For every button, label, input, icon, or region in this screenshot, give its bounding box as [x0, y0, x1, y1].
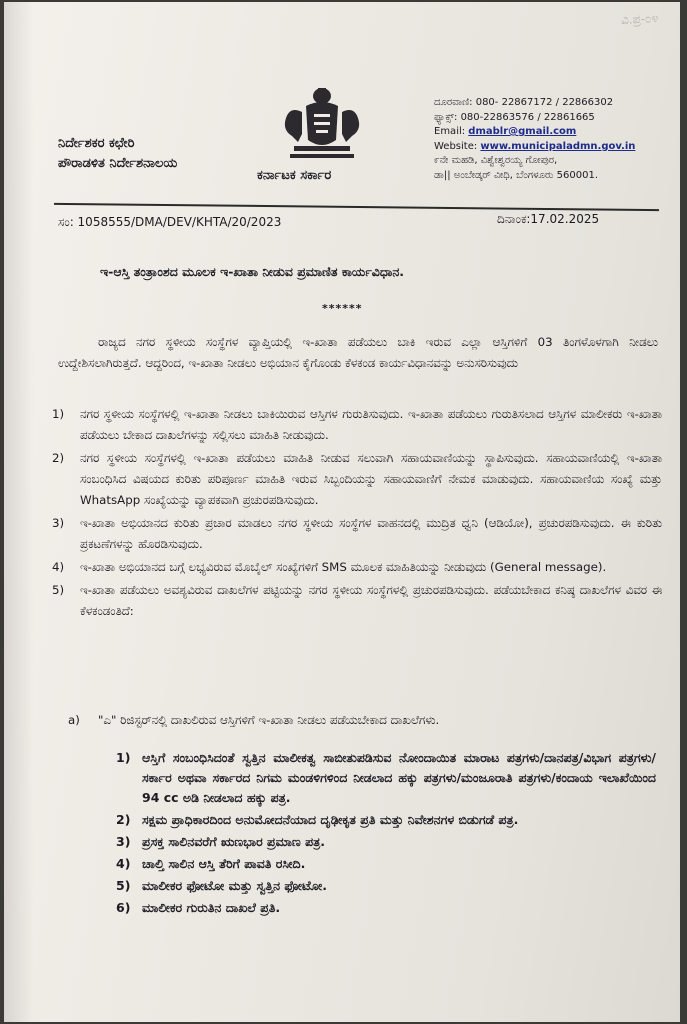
item-number: 1) — [52, 407, 65, 421]
website-line — [434, 140, 635, 155]
doc-number: 5) — [116, 878, 131, 893]
doc-text: ಪ್ರಸಕ್ತ ಸಾಲಿನವರೆಗೆ ಋಣಭಾರ ಪ್ರಮಾಣ ಪತ್ರ. — [142, 834, 326, 849]
karnataka-emblem-icon — [272, 84, 372, 166]
list-item — [116, 748, 656, 808]
procedure-list — [52, 404, 662, 624]
address-line-1: ೯ನೇ ಮಹಡಿ, ವಿಶ್ವೇಶ್ವರಯ್ಯ ಗೋಪುರ, — [434, 155, 558, 166]
subject-heading: ಇ-ಆಸ್ತಿ ತಂತ್ರಾಂಶದ ಮೂಲಕ ಇ-ಖಾತಾ ನೀಡುವ ಪ್ರಮಾಣಿತ ಕಾರ್ಯವಿಧಾನ. — [100, 264, 405, 279]
contact-details — [434, 96, 635, 183]
office-name — [58, 134, 177, 174]
item-number: 3) — [52, 516, 65, 530]
reference-number: ಸಂ: 1058555/DMA/DEV/KHTA/20/2023 — [58, 215, 282, 229]
email-label: Email: — [434, 126, 469, 137]
list-item — [52, 404, 662, 446]
list-item — [116, 876, 656, 896]
list-item — [116, 898, 656, 918]
item-text: ನಗರ ಸ್ಥಳೀಯ ಸಂಸ್ಥೆಗಳಲ್ಲಿ ಇ-ಖಾತಾ ಪಡೆಯಲು ಮಾಹಿತಿ ನೀಡುವ ಸಲುವಾಗಿ ಸಹಾಯವಾಣಿಯನ್ನು ಸ್ಥಾಪಿಸುವುದು. ಸಹಾಯವಾಣಿಯಲ್ಲಿ ಇ-ಖಾತಾ ಸಂಬಂಧಿಸಿದ ವಿಷಯದ ಕುರಿತು ಪರಿಪೂರ್ಣ ಮಾಹಿತಿ ಇರುವ ಸಿಬ್ಬಂದಿಯನ್ನು ಸಹಾಯವಾಣಿಗೆ ನೇಮಕ ಮಾಡುವುದು. ಸಹಾಯವಾಣಿಯ ಸಂಖ್ಯೆ ಮತ್ತು WhatsApp ಸಂಖ್ಯೆಯನ್ನು ವ್ಯಾಪಕವಾಗಿ ಪ್ರಚುರಪಡಿಸುವುದು. — [80, 451, 662, 507]
item-text: ಇ-ಖಾತಾ ಅಭಿಯಾನದ ಬಗ್ಗೆ ಲಭ್ಯವಿರುವ ಮೊಬೈಲ್ ಸಂಖ್ಯೆಗಳಿಗೆ SMS ಮೂಲಕ ಮಾಹಿತಿಯನ್ನು ನೀಡುವುದು (General message). — [80, 560, 607, 574]
email-line — [434, 125, 635, 140]
list-item — [52, 557, 662, 578]
page-shadow — [4, 2, 34, 1022]
doc-text: ಚಾಲ್ತಿ ಸಾಲಿನ ಆಸ್ತಿ ತೆರಿಗೆ ಪಾವತಿ ರಸೀದಿ. — [142, 856, 306, 871]
website-link[interactable]: www.municipaladmn.gov.in — [480, 140, 636, 152]
intro-paragraph: ರಾಜ್ಯದ ನಗರ ಸ್ಥಳೀಯ ಸಂಸ್ಥೆಗಳ ವ್ಯಾಪ್ತಿಯಲ್ಲಿ ಇ-ಖಾತಾ ಪಡೆಯಲು ಬಾಕಿ ಇರುವ ಎಲ್ಲಾ ಆಸ್ತಿಗಳಿಗೆ 03 ತಿಂಗಳೊಳಗಾಗಿ ನೀಡಲು ಉದ್ದೇಶಿಸಲಾಗಿರುತ್ತದೆ. ಆದ್ದರಿಂದ, ಇ-ಖಾತಾ ನೀಡಲು ಅಭಿಯಾನ ಕೈಗೊಂಡು ಕೆಳಕಂಡ ಕಾರ್ಯವಿಧಾನವನ್ನು ಅನುಸರಿಸುವುದು — [58, 335, 658, 370]
item-text: ನಗರ ಸ್ಥಳೀಯ ಸಂಸ್ಥೆಗಳಲ್ಲಿ ಇ-ಖಾತಾ ನೀಡಲು ಬಾಕಿಯಿರುವ ಆಸ್ತಿಗಳ ಗುರುತಿಸುವುದು. ಇ-ಖಾತಾ ಪಡೆಯಲು ಗುರುತಿಸಲಾದ ಆಸ್ತಿಗಳ ಮಾಲೀಕರು ಇ-ಖಾತಾ ಪಡೆಯಲು ಬೇಕಾದ ದಾಖಲೆಗಳನ್ನು ಸಲ್ಲಿಸಲು ಮಾಹಿತಿ ನೀಡುವುದು. — [80, 407, 662, 442]
item-number: 2) — [52, 451, 65, 465]
website-label: Website: — [434, 140, 481, 152]
doc-number: 1) — [116, 750, 131, 765]
office-line-1: ನಿರ್ದೇಶಕರ ಕಛೇರಿ — [58, 136, 135, 151]
doc-number: 2) — [116, 812, 131, 827]
doc-text: ಆಸ್ತಿಗೆ ಸಂಬಂಧಿಸಿದಂತೆ ಸ್ವತ್ತಿನ ಮಾಲೀಕತ್ವ ಸಾಬೀತುಪಡಿಸುವ ನೋಂದಾಯಿತ ಮಾರಾಟ ಪತ್ರಗಳು/ದಾನಪತ್ರ/ವಿಭಾಗ ಪತ್ರಗಳು/ಸರ್ಕಾರ ಅಥವಾ ಸರ್ಕಾರದ ನಿಗಮ ಮಂಡಳಿಗಳಿಂದ ನೀಡಲಾದ ಹಕ್ಕು ಪತ್ರಗಳು/ಮಂಜೂರಾತಿ ಪತ್ರಗಳು/ಕಂದಾಯ ಇಲಾಖೆಯಿಂದ 94 cc ಅಡಿ ನೀಡಲಾದ ಹಕ್ಕು ಪತ್ರ. — [142, 750, 656, 805]
doc-text: ಸಕ್ಷಮ ಪ್ರಾಧಿಕಾರದಿಂದ ಅನುಮೋದನೆಯಾದ ದೃಢೀಕೃತ ಪ್ರತಿ ಮತ್ತು ನಿವೇಶನಗಳ ಬಿಡುಗಡೆ ಪತ್ರ. — [142, 812, 519, 827]
item-text: ಇ-ಖಾತಾ ಪಡೆಯಲು ಅವಶ್ಯವಿರುವ ದಾಖಲೆಗಳ ಪಟ್ಟಿಯನ್ನು ನಗರ ಸ್ಥಳೀಯ ಸಂಸ್ಥೆಗಳಲ್ಲಿ ಪ್ರಚುರಪಡಿಸುವುದು. ಪಡೆಯಬೇಕಾದ ಕನಿಷ್ಠ ದಾಖಲೆಗಳ ವಿವರ ಈ ಕೆಳಕಂಡಂತಿದೆ: — [80, 583, 662, 618]
separator-stars: ****** — [322, 302, 363, 315]
doc-text: ಮಾಲೀಕರ ಗುರುತಿನ ದಾಖಲೆ ಪ್ರತಿ. — [142, 900, 281, 915]
sub-item-text: "ಎ" ರಿಜಿಸ್ಟರ್‌ನಲ್ಲಿ ದಾಖಲಿರುವ ಆಸ್ತಿಗಳಿಗೆ ಇ-ಖಾತಾ ನೀಡಲು ಪಡೆಯಬೇಕಾದ ದಾಖಲೆಗಳು. — [98, 713, 440, 727]
sub-item-number: a) — [68, 713, 80, 727]
document-page — [4, 2, 680, 1022]
email-link[interactable]: dmablr@gmail.com — [468, 126, 577, 137]
government-name: ಕರ್ನಾಟಕ ಸರ್ಕಾರ — [257, 168, 332, 183]
item-number: 5) — [52, 583, 65, 597]
sub-item-a — [68, 710, 648, 731]
doc-number: 6) — [116, 900, 131, 915]
item-text: ಇ-ಖಾತಾ ಅಭಿಯಾನದ ಕುರಿತು ಪ್ರಚಾರ ಮಾಡಲು ನಗರ ಸ್ಥಳೀಯ ಸಂಸ್ಥೆಗಳ ವಾಹನದಲ್ಲಿ ಮುದ್ರಿತ ಧ್ವನಿ (ಆಡಿಯೋ), ಪ್ರಚುರಪಡಿಸುವುದು. ಈ ಕುರಿತು ಪ್ರಕಟಣೆಗಳನ್ನು ಹೊರಡಿಸುವುದು. — [80, 516, 662, 551]
item-number: 4) — [52, 560, 65, 574]
doc-number: 3) — [116, 834, 131, 849]
required-documents-list — [116, 748, 656, 920]
doc-number: 4) — [116, 856, 131, 871]
list-item — [116, 810, 656, 830]
office-line-2: ಪೌರಾಡಳಿತ ನಿರ್ದೇಶನಾಲಯ — [58, 156, 178, 171]
list-item — [116, 832, 656, 852]
doc-text: ಮಾಲೀಕರ ಫೋಟೋ ಮತ್ತು ಸ್ವತ್ತಿನ ಫೋಟೋ. — [142, 878, 327, 893]
list-item — [116, 854, 656, 874]
handwritten-note: ವಿ.ಪ್ರ-೦೪ — [620, 11, 659, 27]
fax-line: ಫ್ಯಾಕ್ಸ್: 080-22863576 / 22861665 — [434, 111, 595, 123]
phone-line: ದೂರವಾಣಿ: 080- 22867172 / 22866302 — [434, 97, 614, 108]
reference-date: ದಿನಾಂಕ:17.02.2025 — [497, 212, 600, 226]
address-line-2: ಡಾ|| ಅಂಬೇಡ್ಕರ್ ವೀಧಿ, ಬೆಂಗಳೂರು 560001. — [434, 169, 599, 181]
list-item — [52, 513, 662, 555]
list-item — [52, 448, 662, 511]
list-item — [52, 580, 662, 622]
header-divider — [54, 203, 659, 211]
